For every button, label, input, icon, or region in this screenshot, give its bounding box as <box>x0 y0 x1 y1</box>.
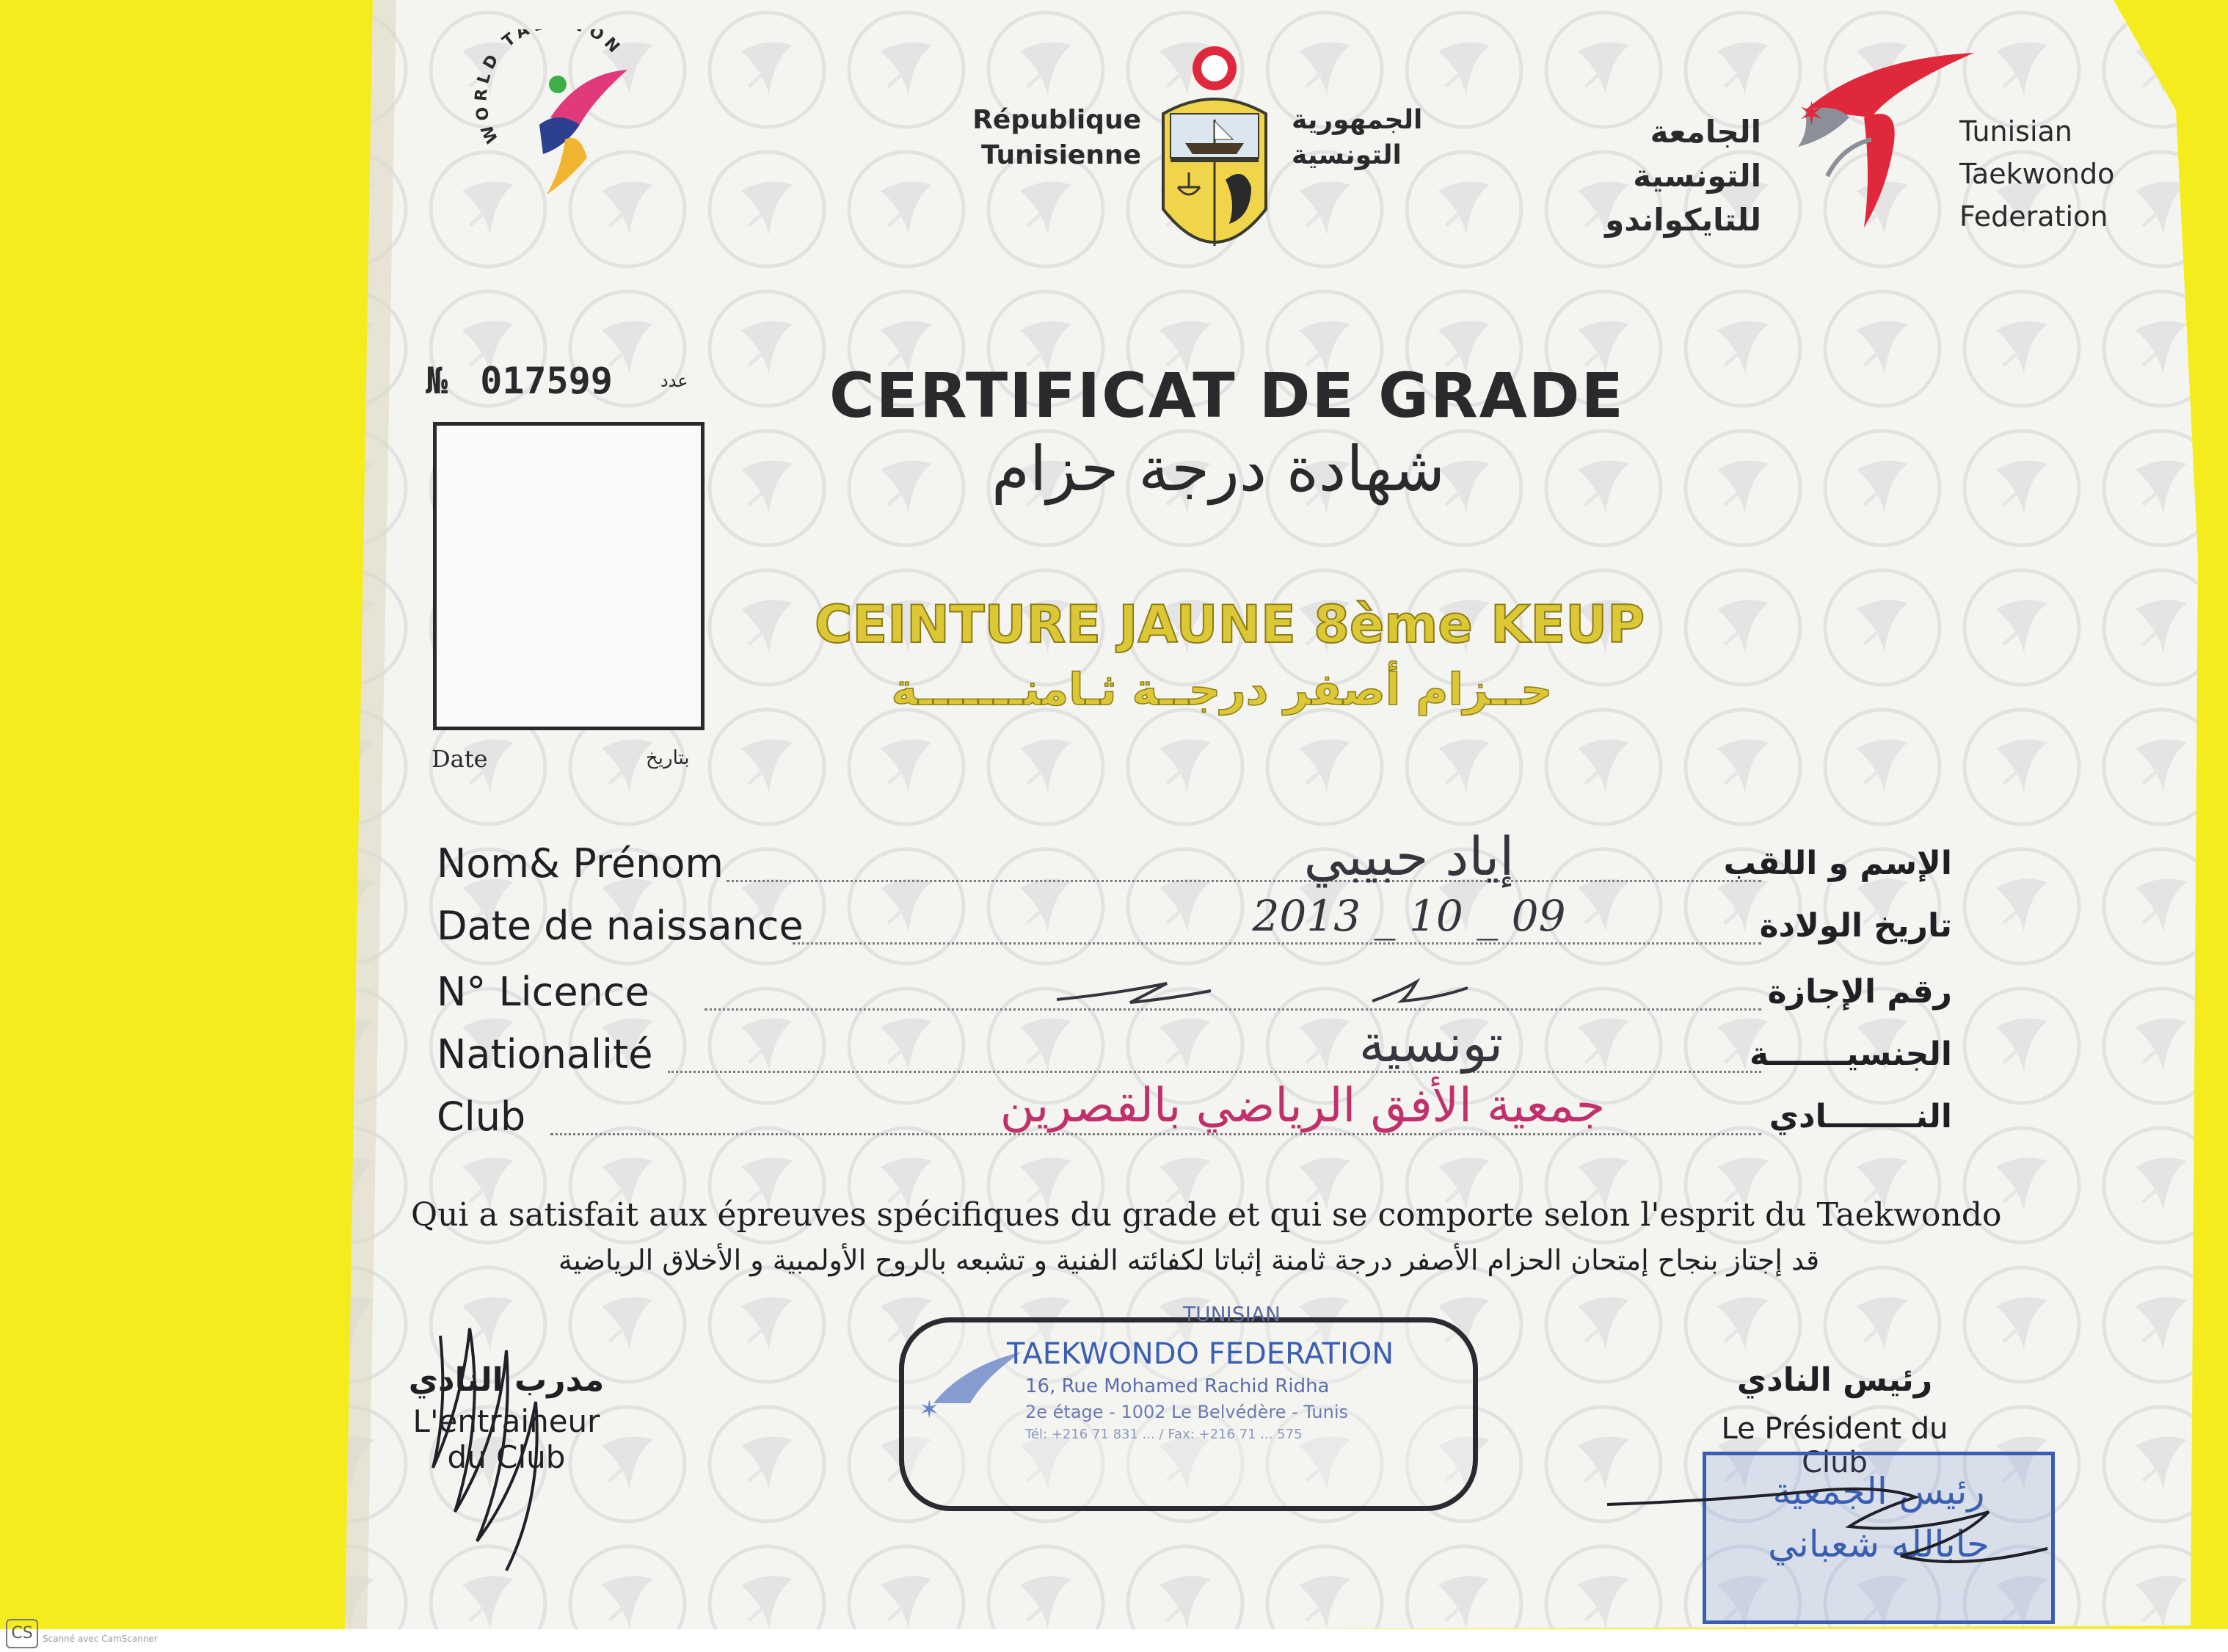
federation-logo <box>1776 44 1981 235</box>
president-fr-line2: Club <box>1802 1446 1868 1480</box>
federation-ar-line1: الجامعة <box>1650 114 1761 150</box>
republic-fr <box>972 103 1141 173</box>
president-fr-line1: Le Président du <box>1721 1412 1948 1446</box>
field-dotted-line <box>793 942 1761 945</box>
field-value-birthdate: 2013 _ 10 _ 09 <box>1252 891 1566 941</box>
field-label-fr: Date de naissance <box>437 903 804 949</box>
stamp-line2: 2e étage - 1002 Le Belvédère - Tunis <box>1025 1402 1349 1422</box>
title-ar: شهادة درجة حزام <box>991 433 1446 505</box>
field-label-ar: الإسم و اللقب <box>1723 845 1952 882</box>
federation-en-line3: Federation <box>1959 200 2108 233</box>
wt-logo-text: WORLD TA ON <box>472 29 626 146</box>
president-ar: رئيس النادي <box>1736 1361 1933 1399</box>
stamp-top: TUNISIAN <box>1183 1302 1281 1326</box>
republic-ar-line1: الجمهورية <box>1292 105 1423 135</box>
field-label-ar: رقم الإجازة <box>1767 973 1952 1011</box>
fields-section <box>433 822 1959 1160</box>
grade-fr: CEINTURE JAUNE 8ème KEUP <box>815 594 1645 655</box>
svg-text:✶: ✶ <box>1798 95 1825 133</box>
field-label-fr: Nom& Prénom <box>437 840 724 887</box>
coach-fr-line2: du Club <box>447 1439 566 1475</box>
republic-ar-line2: التونسية <box>1292 140 1402 170</box>
coach-fr-line1: L'entraineur <box>412 1403 600 1439</box>
field-value-name: إياد حبيبي <box>1303 826 1515 887</box>
stamp-line1: 16, Rue Mohamed Rachid Ridha <box>1025 1375 1330 1397</box>
number-ar-label: عدد <box>660 371 688 391</box>
grade-ar: حــزام أصفر درجــة ثـامنـــــــة <box>891 664 1553 716</box>
field-label-ar: النــــــــادي <box>1769 1098 1952 1135</box>
scanner-badge: CS <box>6 1619 38 1648</box>
number-value: 017599 <box>480 360 613 402</box>
number-prefix: № <box>426 360 448 402</box>
tunisia-coat-of-arms <box>1141 40 1288 275</box>
federation-en-line2: Taekwondo <box>1959 158 2115 190</box>
federation-stamp <box>899 1302 1478 1511</box>
stamp-line3: Tél: +216 71 831 ... / Fax: +216 71 ... 575 <box>1025 1427 1303 1442</box>
field-label-fr: Nationalité <box>437 1031 653 1077</box>
republic-ar <box>1292 103 1453 173</box>
field-row-name <box>433 826 1959 892</box>
licence-scribble <box>1057 969 1512 1013</box>
photo-date-fr: Date <box>432 745 488 773</box>
world-taekwondo-logo <box>470 29 646 205</box>
field-row-birthdate <box>433 891 1959 954</box>
coach-ar: مدرب النادي <box>408 1361 605 1399</box>
field-row-club <box>433 1079 1959 1145</box>
field-value-club: جمعية الأفق الرياضي بالقصرين <box>1000 1079 1606 1133</box>
photo-box <box>433 422 705 730</box>
field-value-nationality: تونسية <box>1358 1014 1504 1074</box>
club-stamp-line1: رئيس الجمعية <box>1772 1470 1985 1513</box>
field-label-fr: Club <box>437 1094 526 1140</box>
svg-text:✶: ✶ <box>919 1395 940 1424</box>
field-label-ar: الجنسيـــــــة <box>1750 1036 1952 1073</box>
field-dotted-line <box>550 1133 1761 1135</box>
field-row-licence <box>433 961 1959 1020</box>
federation-en-line1: Tunisian <box>1959 115 2072 148</box>
certificate-number <box>426 360 613 402</box>
scanner-text: Scanné avec CamScanner <box>43 1634 158 1644</box>
club-stamp-line2: جابالله شعباني <box>1768 1523 1989 1565</box>
field-row-nationality <box>433 1014 1959 1082</box>
coach-signature <box>396 1292 572 1585</box>
president-signature <box>1607 1460 2055 1607</box>
federation-ar-line3: للتايكواندو <box>1605 202 1761 238</box>
republic-fr-line1: République <box>972 105 1141 135</box>
statement-ar: قد إجتاز بنجاح إمتحان الحزام الأصفر درجة ثامنة إثباتا لكفائته الفنية و تشبعه بالروح الأولمبية و الأخلاق الرياضية <box>558 1244 1820 1276</box>
republic-fr-line2: Tunisienne <box>980 140 1141 170</box>
federation-en <box>1959 110 2128 238</box>
field-label-ar: تاريخ الولادة <box>1759 907 1952 945</box>
federation-ar-line2: التونسية <box>1633 158 1761 194</box>
photo-date-ar: بتاريخ <box>646 747 690 769</box>
title-fr: CERTIFICAT DE GRADE <box>829 360 1625 432</box>
federation-ar <box>1556 110 1761 242</box>
statement-fr: Qui a satisfait aux épreuves spécifiques du grade et qui se comporte selon l'esprit du Taekwondo <box>411 1196 2002 1234</box>
stamp-name: TAEKWONDO FEDERATION <box>1007 1337 1394 1371</box>
field-label-fr: N° Licence <box>437 969 649 1015</box>
